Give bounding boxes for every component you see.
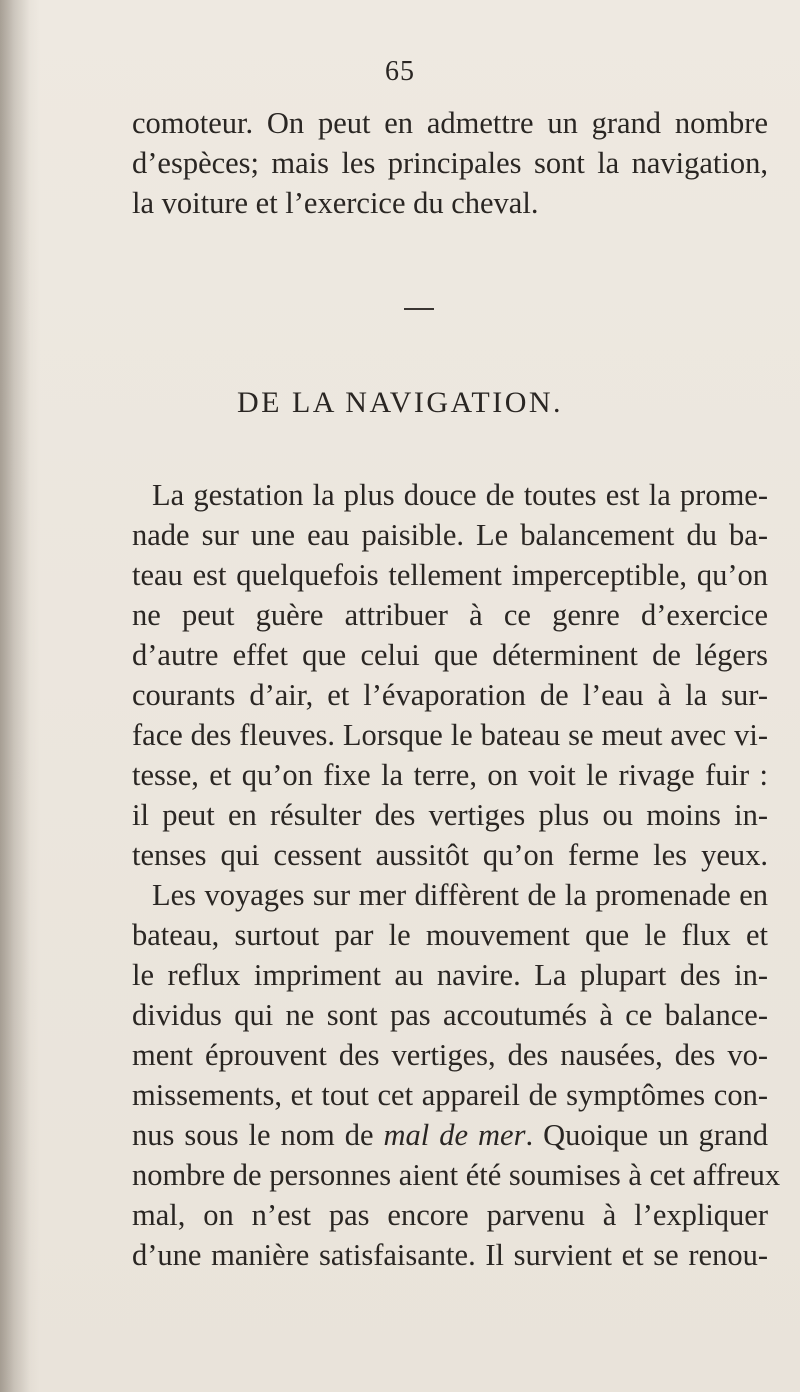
text-line: face des fleuves. Lorsque le bateau se meut avec vi- (132, 718, 768, 752)
section-separator (404, 308, 434, 310)
section-heading: DE LA NAVIGATION. (236, 386, 564, 419)
text-line: nade sur une eau paisible. Le balancement du ba- (132, 518, 768, 552)
text-line: d’espèces; mais les principales sont la navigation, (132, 146, 768, 180)
text-line: mal, on n’est pas encore parvenu à l’expliquer (132, 1198, 768, 1232)
text-line: le reflux impriment au navire. La plupart des in- (132, 958, 768, 992)
text-line: nombre de personnes aient été soumises à cet affreux (132, 1158, 781, 1192)
text-segment: nus sous le nom de (132, 1118, 374, 1152)
italic-term: mal de mer (383, 1118, 526, 1152)
text-line: comoteur. On peut en admettre un grand nombre (132, 106, 768, 140)
text-line: La gestation la plus douce de toutes est la prome- (152, 478, 768, 512)
text-segment: . Quoique un grand (525, 1118, 769, 1152)
text-line: la voiture et l’exercice du cheval. (132, 186, 539, 220)
text-line: tenses qui cessent aussitôt qu’on ferme les yeux. (132, 838, 768, 872)
text-line: tesse, et qu’on fixe la terre, on voit le rivage fuir : (132, 758, 768, 792)
text-line: courants d’air, et l’évaporation de l’eau à la sur- (132, 678, 768, 712)
text-line: d’une manière satisfaisante. Il survient et se renou- (132, 1238, 768, 1272)
text-line: ment éprouvent des vertiges, des nausées, des vo- (132, 1038, 768, 1072)
text-line: missements, et tout cet appareil de symptômes con- (132, 1078, 768, 1112)
text-line: il peut en résulter des vertiges plus ou moins in- (132, 798, 768, 832)
page-number: 65 (385, 56, 415, 87)
text-line-with-italic (132, 1115, 768, 1155)
text-line: bateau, surtout par le mouvement que le flux et (132, 918, 768, 952)
body-paragraph (132, 475, 781, 1275)
text-line: Les voyages sur mer diffèrent de la promenade en (152, 878, 768, 912)
intro-paragraph (132, 103, 768, 223)
text-line: teau est quelquefois tellement imperceptible, qu’on (132, 558, 768, 592)
gutter-shadow (0, 0, 30, 1392)
text-line: d’autre effet que celui que déterminent de légers (132, 638, 768, 672)
text-line: dividus qui ne sont pas accoutumés à ce balance- (132, 998, 768, 1032)
text-line: ne peut guère attribuer à ce genre d’exercice (132, 598, 768, 632)
